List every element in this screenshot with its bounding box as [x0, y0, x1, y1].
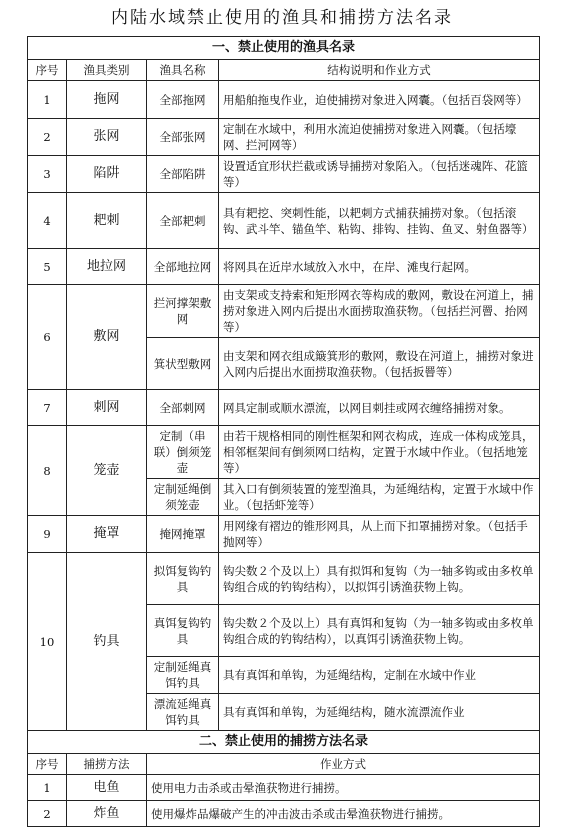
document-title: 内陆水域禁止使用的渔具和捕捞方法名录 [111, 8, 453, 28]
column-header-method: 捕捞方法 [67, 754, 147, 775]
gear-category: 地拉网 [67, 249, 147, 285]
gear-description: 由支架或支持索和矩形网衣等构成的敷网，敷设在河道上，捕捞对象进入网内后提出水面捞取渔获物。（包括拦河罾、抬网等） [219, 285, 540, 338]
method-description: 使用电力击杀或击晕渔获物进行捕捞。 [147, 775, 540, 801]
section1-heading: 一、禁止使用的渔具名录 [28, 37, 540, 60]
method-description: 使用爆炸品爆破产生的冲击波击杀或击晕渔获物进行捕捞。 [147, 801, 540, 827]
column-header-description: 结构说明和作业方式 [219, 60, 540, 81]
gear-description: 由支架和网衣组成簸箕形的敷网，敷设在河道上，捕捞对象进入网内后提出水面捞取渔获物。（包括扳罾等） [219, 338, 540, 390]
row-number: 1 [28, 81, 67, 119]
row-number: 1 [28, 775, 67, 801]
gear-description: 其入口有倒须装置的笼型渔具，为延绳结构，定置于水域中作业。（包括虾笼等） [219, 479, 540, 516]
method-name: 炸鱼 [67, 801, 147, 827]
gear-description: 设置适宜形状拦截或诱导捕捞对象陷入。（包括迷魂阵、花篮等） [219, 156, 540, 193]
row-number: 10 [28, 553, 67, 731]
gear-category: 拖网 [67, 81, 147, 119]
gear-description: 具有真饵和单钩，为延绳结构，随水流漂流作业 [219, 694, 540, 731]
row-number: 6 [28, 285, 67, 390]
gear-name: 掩网掩罩 [147, 516, 219, 553]
gear-category: 笼壶 [67, 426, 147, 516]
gear-category: 敷网 [67, 285, 147, 390]
gear-name: 真饵复钩钓具 [147, 605, 219, 657]
gear-name: 漂流延绳真饵钓具 [147, 694, 219, 731]
gear-description: 钩尖数２个及以上）具有真饵和复钩（为一轴多钩或由多枚单钩组合成的钓钩结构），以真饵引诱渔获物上钩。 [219, 605, 540, 657]
gear-name: 全部刺网 [147, 390, 219, 426]
row-number: 2 [28, 801, 67, 827]
gear-name: 全部地拉网 [147, 249, 219, 285]
method-name: 电鱼 [67, 775, 147, 801]
gear-name: 拟饵复钩钓具 [147, 553, 219, 605]
row-number: 8 [28, 426, 67, 516]
gear-category: 刺网 [67, 390, 147, 426]
gear-description: 网具定制或顺水漂流，以网目刺挂或网衣缠络捕捞对象。 [219, 390, 540, 426]
column-header-no: 序号 [28, 60, 67, 81]
row-number: 3 [28, 156, 67, 193]
gear-name: 全部张网 [147, 119, 219, 156]
row-number: 2 [28, 119, 67, 156]
gear-description: 用网缘有褶边的锥形网具，从上而下扣罩捕捞对象。（包括手抛网等） [219, 516, 540, 553]
gear-description: 钩尖数２个及以上）具有拟饵和复钩（为一轴多钩或由多枚单钩组合成的钓钩结构），以拟饵引诱渔获物上钩。 [219, 553, 540, 605]
column-header-operation: 作业方式 [147, 754, 540, 775]
gear-description: 用船舶拖曳作业，迫使捕捞对象进入网囊。（包括百袋网等） [219, 81, 540, 119]
column-header-name: 渔具名称 [147, 60, 219, 81]
gear-description: 定制在水域中，利用水流迫使捕捞对象进入网囊。（包括壕网、拦河网等） [219, 119, 540, 156]
gear-name: 全部陷阱 [147, 156, 219, 193]
gear-name: 拦河撑架敷网 [147, 285, 219, 338]
gear-description: 将网具在近岸水域放入水中，在岸、滩曳行起网。 [219, 249, 540, 285]
gear-category: 陷阱 [67, 156, 147, 193]
section2-heading: 二、禁止使用的捕捞方法名录 [28, 731, 540, 754]
prohibited-gear-table [27, 36, 540, 827]
gear-name: 定制（串联）倒须笼壶 [147, 426, 219, 479]
row-number: 5 [28, 249, 67, 285]
gear-category: 钓具 [67, 553, 147, 731]
gear-description: 由若干规格相同的刚性框架和网衣构成，连成一体构成笼具，相邻框架间有倒须网口结构，定置于水域中作业。（包括地笼等） [219, 426, 540, 479]
gear-name: 全部拖网 [147, 81, 219, 119]
gear-description: 具有真饵和单钩，为延绳结构，定制在水域中作业 [219, 657, 540, 694]
gear-name: 箕状型敷网 [147, 338, 219, 390]
gear-category: 耙刺 [67, 193, 147, 249]
row-number: 7 [28, 390, 67, 426]
gear-name: 定制延绳倒须笼壶 [147, 479, 219, 516]
row-number: 9 [28, 516, 67, 553]
column-header-no: 序号 [28, 754, 67, 775]
gear-name: 全部耙刺 [147, 193, 219, 249]
gear-category: 掩罩 [67, 516, 147, 553]
column-header-category: 渔具类别 [67, 60, 147, 81]
gear-description: 具有耙挖、突刺性能，以耙刺方式捕获捕捞对象。（包括滚钩、武斗竿、锚鱼竿、粘钩、排钩、挂钩、鱼叉、射鱼器等） [219, 193, 540, 249]
row-number: 4 [28, 193, 67, 249]
gear-category: 张网 [67, 119, 147, 156]
gear-name: 定制延绳真饵钓具 [147, 657, 219, 694]
